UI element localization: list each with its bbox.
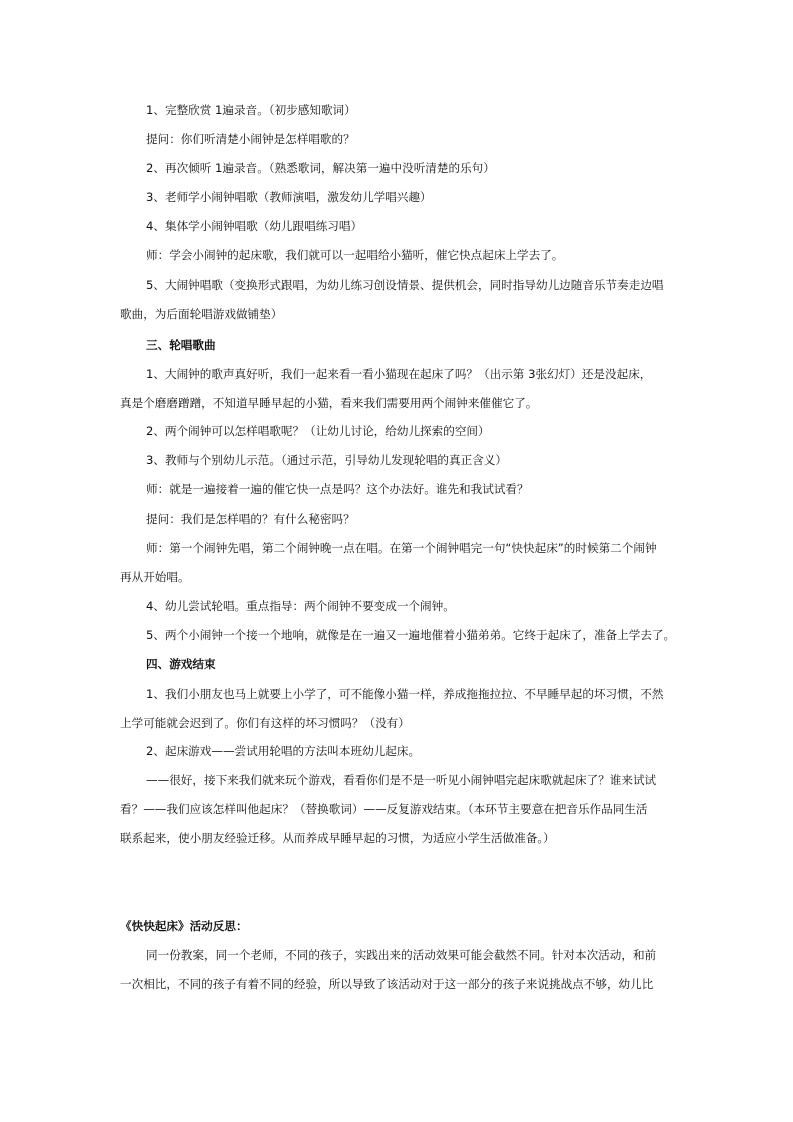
text-line: 看？——我们应该怎样叫他起床？（替换歌词）——反复游戏结束。（本环节主要意在把音乐作品同生活 bbox=[120, 802, 648, 816]
paragraph bbox=[120, 766, 678, 853]
text-line: 2、起床游戏——尝试用轮唱的方法叫本班幼儿起床。 bbox=[146, 744, 421, 758]
paragraph bbox=[120, 534, 678, 592]
paragraph bbox=[120, 96, 704, 125]
text-line: ——很好，接下来我们就来玩个游戏，看看你们是不是一听见小闹钟唱完起床歌就起床了？谁来试试 bbox=[146, 773, 657, 787]
paragraph bbox=[120, 737, 704, 766]
paragraph bbox=[120, 621, 704, 650]
heading-text: 三、轮唱歌曲 bbox=[146, 338, 216, 352]
paragraph bbox=[120, 212, 704, 241]
text-line: 1、大闹钟的歌声真好听，我们一起来看一看小猫现在起床了吗？（出示第 3张幻灯）还是没起床， bbox=[146, 367, 652, 381]
text-line: 再从开始唱。 bbox=[120, 570, 190, 584]
paragraph bbox=[120, 941, 678, 999]
text-line: 师：就是一遍接着一遍的催它快一点是吗？这个办法好。谁先和我试试看？ bbox=[146, 482, 529, 496]
text-line: 提问：我们是怎样唱的？有什么秘密吗？ bbox=[146, 512, 355, 526]
text-line: 5、两个小闹钟一个接一个地响，就像是在一遍又一遍地催着小猫弟弟。它终于起床了，准备上学去了。 bbox=[146, 628, 676, 642]
text-line: 歌曲，为后面轮唱游戏做铺垫） bbox=[120, 307, 283, 321]
heading-text: 《快快起床》活动反思： bbox=[120, 919, 248, 933]
paragraph bbox=[120, 680, 678, 738]
section-heading bbox=[120, 331, 704, 360]
text-line: 上学可能就会迟到了。你们有这样的坏习惯吗？（没有） bbox=[120, 716, 410, 730]
paragraph bbox=[120, 154, 704, 183]
text-line: 4、集体学小闹钟唱歌（幼儿跟唱练习唱） bbox=[146, 219, 363, 233]
paragraph bbox=[120, 125, 704, 154]
text-line: 2、再次倾听 1遍录音。（熟悉歌词，解决第一遍中没听清楚的乐句） bbox=[146, 161, 495, 175]
text-line: 师：学会小闹钟的起床歌，我们就可以一起唱给小猫听，催它快点起床上学去了。 bbox=[146, 248, 564, 262]
text-line: 1、完整欣赏 1遍录音。（初步感知歌词） bbox=[146, 103, 356, 117]
paragraph bbox=[120, 475, 704, 504]
text-line: 2、两个闹钟可以怎样唱歌呢？（让幼儿讨论，给幼儿探索的空间） bbox=[146, 424, 490, 438]
section-heading bbox=[120, 912, 678, 941]
heading-text: 四、游戏结束 bbox=[146, 657, 216, 671]
text-line: 联系起来，使小朋友经验迁移。从而养成早睡早起的习惯，为适应小学生活做准备。） bbox=[120, 831, 555, 845]
text-line: 同一份教案，同一个老师，不同的孩子，实践出来的活动效果可能会截然不同。针对本次活动，和前 bbox=[146, 948, 657, 962]
paragraph bbox=[120, 271, 678, 329]
paragraph bbox=[120, 183, 704, 212]
paragraph bbox=[120, 241, 704, 270]
section-heading bbox=[120, 650, 704, 679]
paragraph bbox=[120, 592, 704, 621]
text-line: 真是个磨磨蹭蹭，不知道早睡早起的小猫，看来我们需要用两个闹钟来催催它了。 bbox=[120, 396, 538, 410]
paragraph bbox=[120, 360, 678, 418]
paragraph bbox=[120, 417, 704, 446]
text-line: 4、幼儿尝试轮唱。重点指导：两个闹钟不要变成一个闹钟。 bbox=[146, 599, 455, 613]
text-line: 1、我们小朋友也马上就要上小学了，可不能像小猫一样，养成拖拖拉拉、不早睡早起的坏习惯，不然 bbox=[146, 687, 664, 701]
text-line: 提问：你们听清楚小闹钟是怎样唱歌的？ bbox=[146, 132, 355, 146]
text-line: 3、老师学小闹钟唱歌（教师演唱，激发幼儿学唱兴趣） bbox=[146, 190, 432, 204]
paragraph bbox=[120, 505, 704, 534]
text-line: 一次相比，不同的孩子有着不同的经验，所以导致了该活动对于这一部分的孩子来说挑战点不够，幼儿比 bbox=[120, 977, 654, 991]
text-line: 3、教师与个别幼儿示范。（通过示范，引导幼儿发现轮唱的真正含义） bbox=[146, 453, 507, 467]
paragraph bbox=[120, 446, 704, 475]
text-line: 师：第一个闹钟先唱，第二个闹钟晚一点在唱。在第一个闹钟唱完一句“快快起床”的时候第二个闹钟 bbox=[146, 541, 657, 555]
text-line: 5、大闹钟唱歌（变换形式跟唱，为幼儿练习创设情景、提供机会，同时指导幼儿边随音乐节奏走边唱 bbox=[146, 278, 664, 292]
